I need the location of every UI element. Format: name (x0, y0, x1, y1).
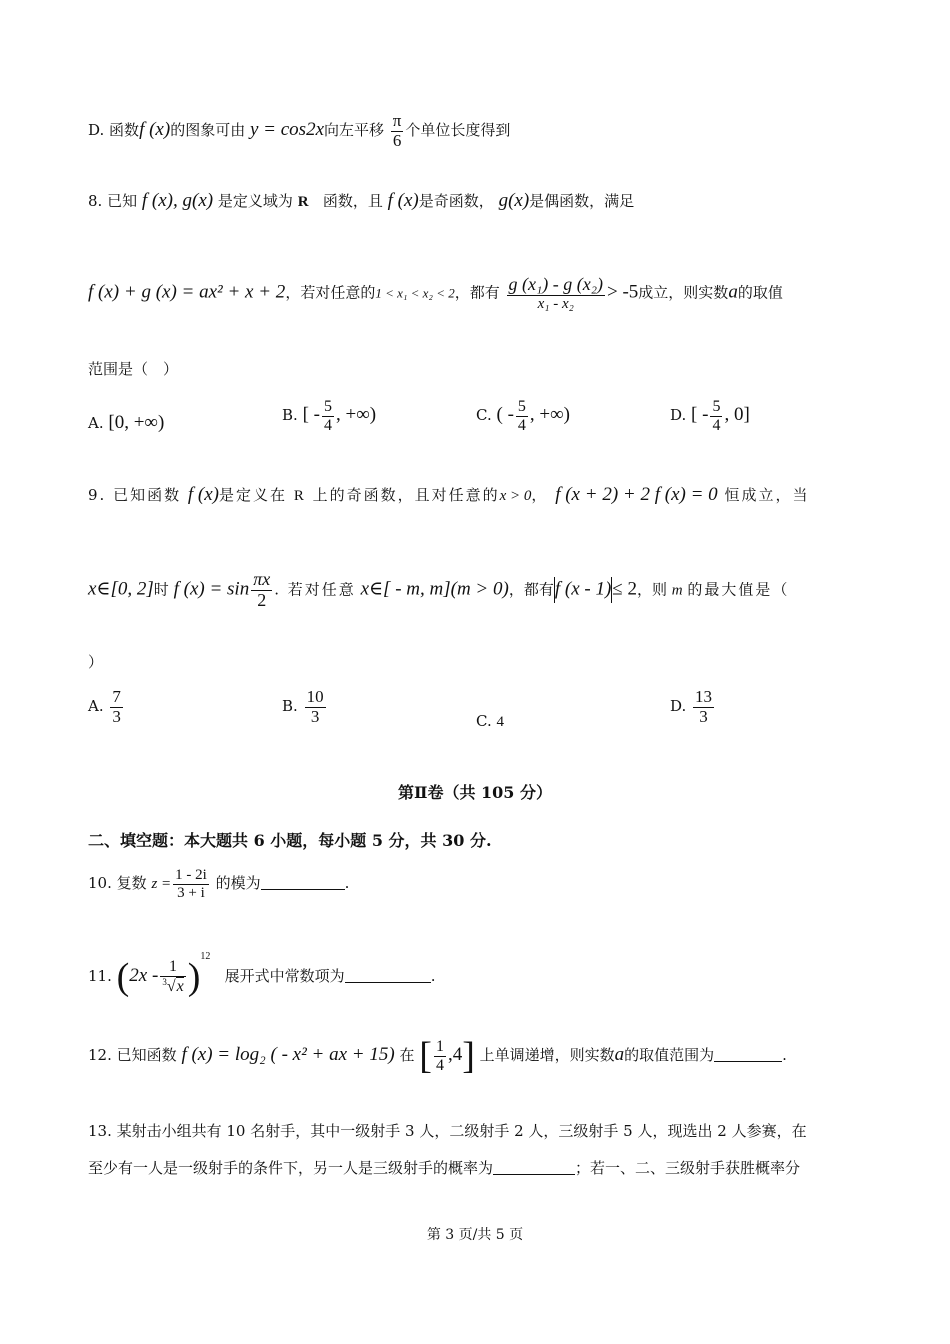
text: ，都有 (454, 283, 500, 302)
option-label: A. (88, 697, 104, 716)
math: f (x), g(x) (141, 190, 214, 211)
math: 4 (496, 714, 504, 730)
math: R (297, 194, 309, 210)
q9-option-c (476, 714, 504, 730)
frac-num: g (x₁) - g (x₂) (508, 274, 603, 294)
q9-option-b (282, 688, 328, 726)
answer-blank[interactable] (261, 889, 345, 890)
math: [ - (691, 404, 709, 426)
text: 的图象可由 (170, 121, 246, 140)
math: x > 0 (499, 488, 532, 504)
frac-num: 5 (323, 398, 332, 415)
text: 复数 (116, 874, 147, 892)
fraction (322, 398, 334, 434)
heading-text: 第Ⅱ卷（共 105 分） (397, 783, 553, 802)
fraction (110, 688, 123, 726)
q12 (88, 1037, 787, 1075)
text: . (430, 967, 436, 985)
text: 已知函数 (116, 1046, 177, 1064)
frac-den: 3 (112, 706, 121, 726)
math: , +∞) (529, 404, 570, 426)
frac-den: 4 (517, 416, 526, 434)
frac-den: 6 (392, 130, 402, 150)
math: g(x) (498, 190, 530, 211)
text: ；若一、二、三级射手获胜概率分 (575, 1159, 801, 1177)
text: 的取值范围为 (624, 1046, 715, 1064)
text: 函数，且 (322, 192, 383, 210)
text: 的取值 (737, 283, 783, 302)
frac-den: 4 (712, 416, 721, 434)
math: [0, +∞) (108, 412, 165, 433)
bracket: [ (419, 1035, 432, 1077)
math: , 0] (724, 404, 750, 426)
fraction (507, 275, 605, 312)
option-label: C. (476, 406, 492, 425)
text: 展开式中常数项为 (224, 967, 345, 985)
page-number: 第 3 页/共 5 页 (426, 1227, 524, 1243)
text: 已知函数 (113, 486, 182, 504)
math: f (x) + g (x) = ax² + x + 2 (88, 281, 286, 303)
q13-line1 (88, 1124, 807, 1139)
text: 恒成立，当 (724, 486, 810, 504)
math: f (x) = log₂ ( - x² + ax + 15) (181, 1044, 395, 1065)
fraction (710, 398, 722, 434)
q11 (88, 952, 435, 996)
q9-option-d (670, 688, 716, 726)
q8-line2 (88, 275, 783, 312)
frac-den: 4 (435, 1056, 444, 1074)
fraction (693, 688, 714, 726)
math: m (671, 582, 683, 599)
frac-den: 2 (257, 589, 267, 610)
paren: ( (116, 956, 130, 998)
q13-line2 (88, 1161, 800, 1176)
fraction (160, 958, 185, 995)
frac-den: x₁ - x₂ (537, 295, 574, 312)
frac-den: 3 (310, 706, 320, 726)
q9-line3 (88, 655, 103, 670)
frac-num: 5 (517, 398, 526, 415)
math: f (x) = sin (173, 578, 250, 600)
frac-den: 3 (699, 706, 708, 726)
frac-den: 4 (323, 416, 332, 434)
page-footer (0, 1228, 950, 1242)
text: 是定义在 (219, 486, 288, 504)
fraction (516, 398, 528, 434)
q8-line1 (88, 191, 634, 210)
text: 的模为 (215, 874, 261, 892)
exponent: 12 (200, 951, 211, 962)
frac-num: π (392, 111, 402, 130)
option-label: C. (476, 712, 492, 730)
text: . (782, 1046, 787, 1064)
text: . 若对任意 (274, 580, 356, 599)
text: 已知 (107, 192, 138, 210)
math: f (x - 1) (554, 578, 612, 600)
question-number: 12. (88, 1046, 112, 1064)
fraction (251, 570, 272, 611)
text: ） (88, 653, 104, 671)
math: 1 < x₁ < x₂ < 2 (375, 285, 455, 301)
fraction (173, 867, 209, 901)
math: z = (151, 876, 172, 892)
option-label: B. (282, 697, 298, 716)
math: , +∞) (335, 404, 377, 426)
question-number: 9. (88, 486, 107, 504)
question-number: 8. (88, 192, 103, 210)
text: 是偶函数，满足 (529, 192, 635, 210)
q7-option-d (88, 112, 510, 150)
root-index: 3 (162, 977, 167, 987)
math: ( - (496, 404, 514, 426)
text: 成立，则实数 (638, 283, 729, 302)
answer-blank[interactable] (345, 982, 431, 983)
math: 2x - (129, 965, 159, 986)
answer-blank[interactable] (714, 1061, 782, 1062)
text: 的最大值是（ (687, 580, 790, 599)
math: f (x + 2) + 2 f (x) = 0 (555, 484, 718, 505)
frac-num: 1 (435, 1037, 444, 1055)
math: a (728, 281, 738, 303)
math: > -5 (607, 281, 639, 303)
option-label: D. (670, 697, 687, 716)
text: 至少有一人是一级射手的条件下，另一人是三级射手的概率为 (88, 1159, 494, 1177)
text: ，则 (636, 580, 667, 599)
frac-num: 1 (160, 958, 185, 977)
math: f (x) (187, 484, 220, 505)
math: a (614, 1044, 625, 1065)
math: x∈[ - m, m](m > 0) (360, 578, 509, 600)
paren: ) (187, 956, 201, 998)
option-label: D. (670, 406, 687, 425)
q10 (88, 867, 349, 901)
q8-option-b (282, 398, 376, 434)
q8-option-a (88, 413, 164, 432)
fraction (434, 1038, 446, 1074)
option-label: A. (88, 414, 104, 432)
text: 函数 (109, 121, 140, 140)
math: f (x) (139, 119, 171, 141)
math: y = cos2x (249, 119, 324, 141)
part2-title (0, 785, 950, 801)
frac-num: 10 (306, 687, 324, 706)
frac-num: 1 - 2i (175, 867, 207, 883)
math: ≤ 2 (612, 578, 637, 600)
answer-blank[interactable] (493, 1174, 575, 1175)
text: 在 (399, 1046, 415, 1064)
text: 范围是（ ） (88, 360, 179, 378)
text: 上单调递增，则实数 (479, 1046, 615, 1064)
q9-option-a (88, 688, 125, 726)
text: 是定义域为 (217, 192, 293, 210)
frac-num: 7 (112, 687, 121, 706)
text: 时 (153, 580, 169, 599)
math: f (x) (387, 190, 419, 211)
text: ，都有 (508, 580, 554, 599)
q9-line2 (88, 570, 789, 611)
option-label: D. (88, 121, 105, 140)
q8-line3 (88, 362, 178, 377)
option-label: B. (282, 406, 298, 425)
text: 是奇函数， (418, 192, 494, 210)
heading-text: 二、填空题：本大题共 6 小题，每小题 5 分，共 30 分. (88, 831, 492, 850)
question-number: 11. (88, 967, 112, 985)
text: 上的奇函数，且对任意的 (312, 486, 500, 504)
question-number: 10. (88, 874, 112, 892)
fraction (391, 112, 404, 150)
frac-den: $^3$√x (162, 977, 184, 995)
text: . (344, 874, 350, 892)
math: x∈[0, 2] (88, 578, 154, 600)
frac-num: 5 (712, 398, 721, 415)
text: 向左平移 (324, 121, 385, 140)
frac-den: 3 + i (177, 884, 205, 901)
section2-title (88, 833, 492, 849)
bracket: ] (462, 1035, 475, 1077)
q8-option-c (476, 398, 570, 434)
math: R (293, 488, 306, 504)
text: ，若对任意的 (285, 283, 376, 302)
frac-num: 13 (695, 687, 713, 706)
q8-option-d (670, 398, 750, 434)
fraction (305, 688, 326, 726)
text: ， (531, 486, 549, 504)
text: 个单位长度得到 (405, 121, 511, 140)
frac-num: πx (253, 569, 271, 589)
q9-line1 (88, 485, 809, 504)
root-arg: x (176, 978, 184, 995)
math: [ - (302, 404, 320, 426)
text: 13. 某射击小组共有 10 名射手，其中一级射手 3 人，二级射手 2 人，三级射手 5 人，现选出 2 人参赛，在 (88, 1122, 807, 1140)
math: ,4 (447, 1044, 463, 1065)
